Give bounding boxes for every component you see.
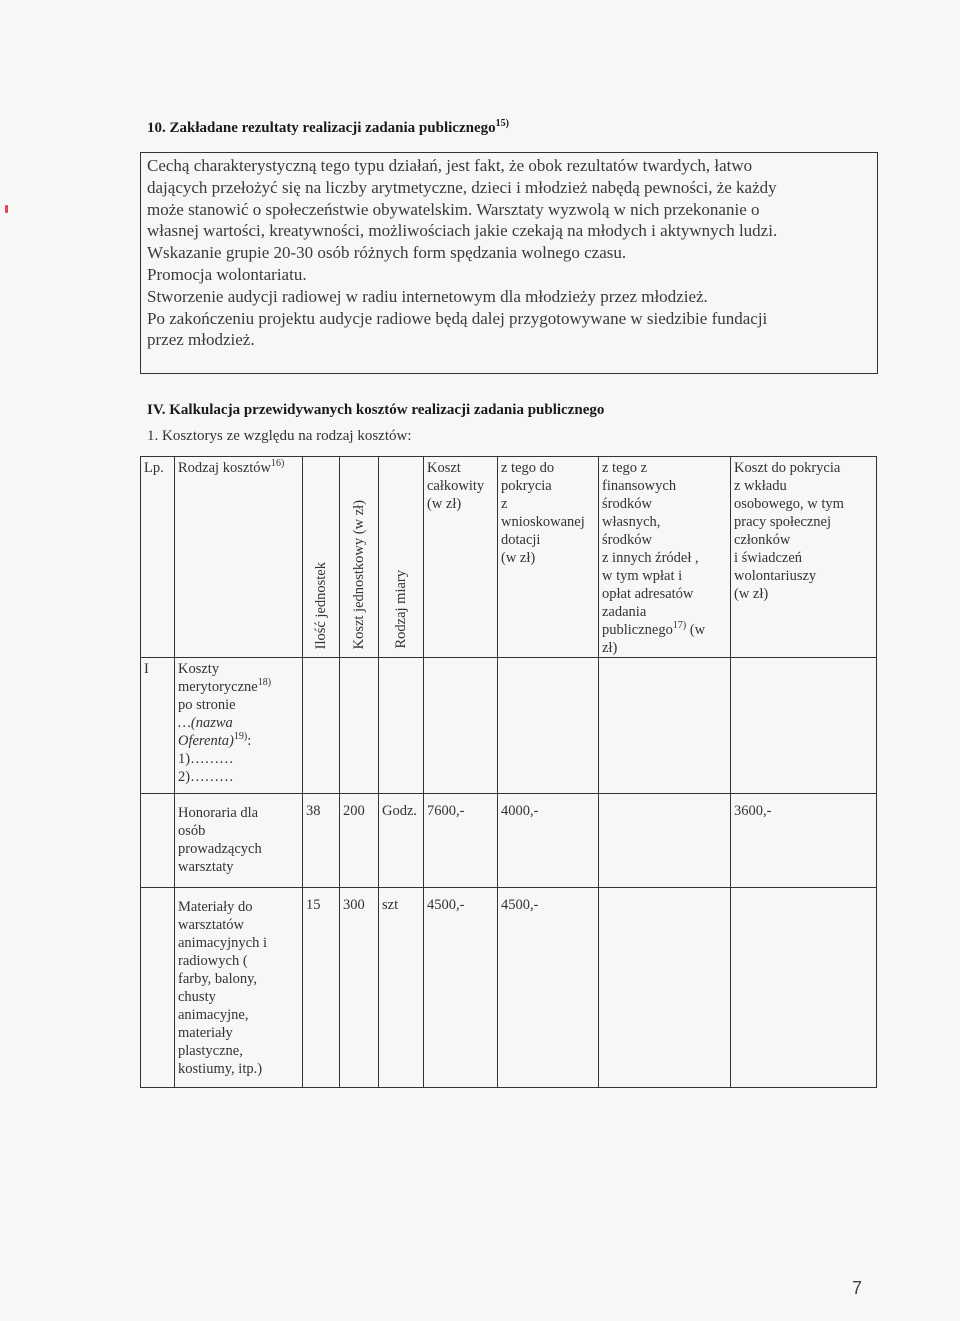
empty-cell xyxy=(599,658,731,794)
header-line-text: (w xyxy=(686,622,706,638)
row-measure-type: Godz. xyxy=(379,794,424,888)
header-line: pracy społecznej xyxy=(734,514,832,530)
results-line: Promocja wolontariatu. xyxy=(147,264,307,284)
footnote-ref: 17) xyxy=(672,620,687,632)
row-own-funds xyxy=(599,794,731,888)
header-line: z tego do xyxy=(501,460,555,476)
section-iv-title: IV. Kalkulacja przewidywanych kosztów realizacji zadania publicznego xyxy=(147,402,605,418)
empty-cell xyxy=(141,794,175,888)
header-line: osobowego, w tym xyxy=(734,496,844,512)
group-line: po stronie xyxy=(178,697,236,713)
scan-artifact xyxy=(5,205,8,213)
header-line: pokrycia xyxy=(501,478,552,494)
table-group-row xyxy=(141,658,877,794)
row-name-line: animacyjnych i xyxy=(178,935,267,951)
results-line: własnej wartości, kreatywności, możliwościach jakie czekają na młodych i aktywnych ludzi. xyxy=(147,221,778,241)
row-name-line: warsztatów xyxy=(178,917,245,933)
header-grant-share xyxy=(498,457,599,658)
header-line: Koszt do pokrycia xyxy=(734,460,841,476)
header-line xyxy=(602,621,727,639)
table-row xyxy=(141,888,877,1088)
empty-cell xyxy=(379,658,424,794)
header-unit-cost-text: Koszt jednostkowy (w zł) xyxy=(351,499,367,649)
row-measure-type: szt xyxy=(379,888,424,1088)
footnote-ref: 15) xyxy=(495,118,509,129)
results-line: przez młodzież. xyxy=(147,330,255,350)
results-line: Wskazanie grupie 20-30 osób różnych form spędzania wolnego czasu. xyxy=(147,243,627,263)
header-line: finansowych xyxy=(602,478,677,494)
header-line: z xyxy=(501,496,508,512)
group-line xyxy=(178,732,299,750)
row-name-line: materiały xyxy=(178,1025,233,1041)
group-line: Koszty xyxy=(178,661,220,677)
results-line: Cechą charakterystyczną tego typu działań, jest fakt, że obok rezultatów twardych, łatwo xyxy=(147,156,753,175)
group-line: 1)……… xyxy=(178,751,234,767)
group-lp: I xyxy=(141,658,175,794)
header-line: (w zł) xyxy=(501,550,536,566)
group-line-text: merytoryczne xyxy=(178,679,258,695)
group-line: 2)……… xyxy=(178,769,234,785)
row-name-line: warsztaty xyxy=(178,859,234,875)
group-line-text: : xyxy=(247,733,252,749)
header-line: z innych źródeł , xyxy=(602,550,699,566)
header-measure-type-text: Rodzaj miary xyxy=(393,570,409,649)
header-line: z wkładu xyxy=(734,478,787,494)
footnote-ref: 18) xyxy=(257,677,272,689)
row-total-cost: 4500,- xyxy=(424,888,498,1088)
header-line: w tym wpłat i xyxy=(602,568,683,584)
row-name-line: farby, balony, xyxy=(178,971,258,987)
header-cost-type xyxy=(175,457,303,658)
empty-cell xyxy=(424,658,498,794)
group-cost-type xyxy=(175,658,303,794)
header-line: Koszt xyxy=(427,460,461,476)
header-line: zadania xyxy=(602,604,647,620)
header-lp: Lp. xyxy=(141,457,175,658)
header-line: środków xyxy=(602,496,652,512)
header-total-cost xyxy=(424,457,498,658)
group-line-text: Oferenta) xyxy=(178,733,234,749)
row-name-line: animacyjne, xyxy=(178,1007,249,1023)
table-row xyxy=(141,794,877,888)
row-name-line: chusty xyxy=(178,989,216,1005)
row-in-kind-contribution: 3600,- xyxy=(731,794,877,888)
row-name-line: prowadzących xyxy=(178,841,262,857)
header-line: (w zł) xyxy=(427,496,462,512)
row-own-funds xyxy=(599,888,731,1088)
header-line: środków xyxy=(602,532,652,548)
row-name-line: kostiumy, itp.) xyxy=(178,1061,263,1077)
row-name-line: osób xyxy=(178,823,206,839)
header-line: opłat adresatów xyxy=(602,586,694,602)
row-total-cost: 7600,- xyxy=(424,794,498,888)
row-name-line: Materiały do xyxy=(178,899,253,915)
expected-results-box xyxy=(140,152,878,374)
header-in-kind-contribution xyxy=(731,457,877,658)
empty-cell xyxy=(498,658,599,794)
cost-estimate-table xyxy=(140,456,877,1088)
section-10-title-text: 10. Zakładane rezultaty realizacji zadania publicznego xyxy=(147,120,496,136)
row-name-line: plastyczne, xyxy=(178,1043,243,1059)
empty-cell xyxy=(340,658,379,794)
header-line: zł) xyxy=(602,640,618,656)
header-line: wolontariuszy xyxy=(734,568,817,584)
header-unit-count-text: Ilość jednostek xyxy=(313,561,329,649)
header-line: własnych, xyxy=(602,514,661,530)
header-cost-type-text: Rodzaj kosztów xyxy=(178,460,272,476)
row-unit-cost: 300 xyxy=(340,888,379,1088)
row-grant-share: 4500,- xyxy=(498,888,599,1088)
row-cost-name xyxy=(175,888,303,1088)
table-header-row xyxy=(141,457,877,658)
empty-cell xyxy=(731,658,877,794)
row-name-line: Honoraria dla xyxy=(178,805,259,821)
header-line: całkowity xyxy=(427,478,485,494)
section-10-title xyxy=(147,120,509,137)
header-own-funds xyxy=(599,457,731,658)
group-line: …(nazwa xyxy=(178,715,233,731)
row-grant-share: 4000,- xyxy=(498,794,599,888)
header-line: (w zł) xyxy=(734,586,769,602)
group-line xyxy=(178,678,299,696)
row-cost-name xyxy=(175,794,303,888)
page-number: 7 xyxy=(852,1278,863,1298)
header-line: dotacji xyxy=(501,532,541,548)
row-unit-cost: 200 xyxy=(340,794,379,888)
results-line: może stanowić o społeczeństwie obywatelskim. Warsztaty wyzwolą w nich przekonanie o xyxy=(147,199,760,219)
header-line: członków xyxy=(734,532,791,548)
header-line: z tego z xyxy=(602,460,648,476)
results-line: Po zakończeniu projektu audycje radiowe będą dalej przygotowywane w siedzibie fundacji xyxy=(147,308,768,328)
results-line: Stworzenie audycji radiowej w radiu internetowym dla młodzieży przez młodzież. xyxy=(147,286,708,306)
header-measure-type xyxy=(379,457,424,658)
section-iv-subtitle: 1. Kosztorys ze względu na rodzaj kosztów: xyxy=(147,428,412,444)
row-unit-count: 15 xyxy=(303,888,340,1088)
empty-cell xyxy=(303,658,340,794)
row-unit-count: 38 xyxy=(303,794,340,888)
row-in-kind-contribution xyxy=(731,888,877,1088)
header-line: i świadczeń xyxy=(734,550,803,566)
header-unit-cost xyxy=(340,457,379,658)
results-line: dających przełożyć się na liczby arytmetyczne, dzieci i młodzież nabędą pewności, że każdy xyxy=(147,177,777,197)
empty-cell xyxy=(141,888,175,1088)
header-line-text: publicznego xyxy=(602,622,673,638)
header-unit-count xyxy=(303,457,340,658)
footnote-ref: 16) xyxy=(271,458,285,470)
header-line: wnioskowanej xyxy=(501,514,585,530)
row-name-line: radiowych ( xyxy=(178,953,248,969)
footnote-ref: 19) xyxy=(233,731,248,743)
